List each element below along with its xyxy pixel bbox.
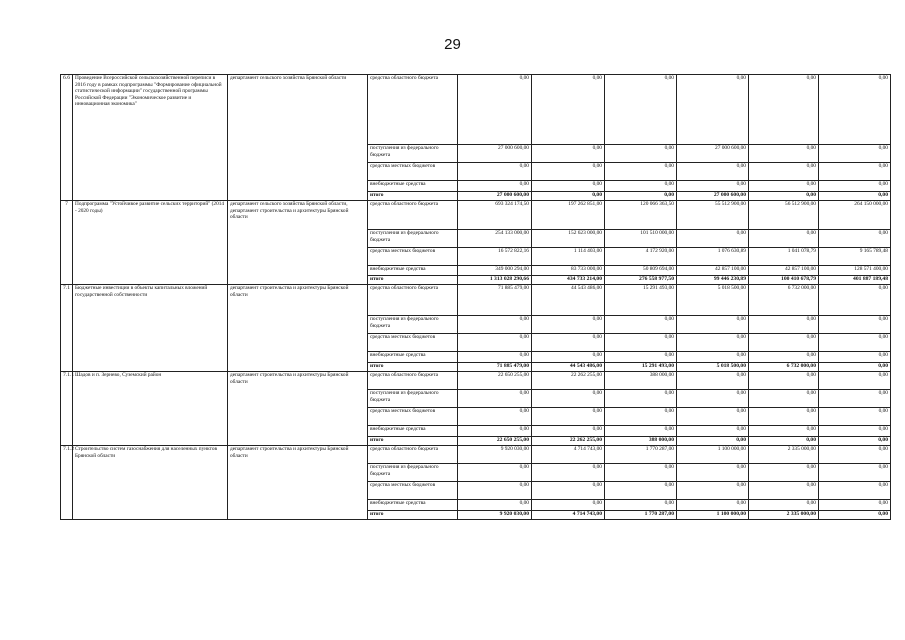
item-number: 7.1 [61, 285, 73, 372]
amount-cell: 55 512 900,00 [677, 201, 749, 230]
amount-cell: 0,00 [605, 464, 677, 482]
amount-cell: 0,00 [458, 352, 532, 363]
amount-cell: 0,00 [458, 500, 532, 511]
amount-cell: 0,00 [819, 316, 891, 334]
amount-cell: 0,00 [749, 390, 819, 408]
amount-cell: 50 809 694,00 [605, 266, 677, 276]
amount-cell: 16 572 822,16 [458, 248, 532, 266]
item-number: 7.1.2 [61, 446, 73, 520]
amount-cell: 56 512 900,00 [749, 201, 819, 230]
item-number: 6.6 [61, 75, 73, 201]
amount-cell: 0,00 [749, 334, 819, 352]
amount-cell: 0,00 [605, 145, 677, 163]
amount-cell: 5 018 500,00 [677, 363, 749, 372]
amount-cell: 1 313 028 290,66 [458, 276, 532, 285]
amount-cell: 0,00 [819, 464, 891, 482]
item-number: 7.1.1 [61, 372, 73, 446]
funding-source: итого [368, 511, 458, 520]
funding-source: внебюджетные средства [368, 426, 458, 437]
amount-cell: 0,00 [819, 181, 891, 192]
amount-cell: 0,00 [819, 437, 891, 446]
amount-cell: 0,00 [605, 500, 677, 511]
amount-cell: 5 018 500,00 [677, 285, 749, 316]
amount-cell: 0,00 [749, 75, 819, 145]
amount-cell: 0,00 [458, 334, 532, 352]
amount-cell: 0,00 [532, 352, 605, 363]
amount-cell: 22 262 255,00 [532, 372, 605, 390]
amount-cell: 0,00 [532, 192, 605, 201]
amount-cell: 27 000 600,00 [677, 192, 749, 201]
amount-cell: 120 066 363,50 [605, 201, 677, 230]
amount-cell: 0,00 [819, 408, 891, 426]
amount-cell: 71 885 479,00 [458, 363, 532, 372]
amount-cell: 0,00 [532, 316, 605, 334]
amount-cell: 0,00 [749, 163, 819, 181]
amount-cell: 0,00 [749, 426, 819, 437]
amount-cell: 22 650 255,00 [458, 437, 532, 446]
amount-cell: 22 262 255,00 [532, 437, 605, 446]
item-executor: департамент сельского хозяйства Брянской области, департамент строительства и архитектуры Брянской области [228, 201, 368, 285]
amount-cell: 0,00 [819, 511, 891, 520]
amount-cell: 27 000 600,00 [458, 192, 532, 201]
amount-cell: 0,00 [677, 464, 749, 482]
amount-cell: 0,00 [605, 181, 677, 192]
amount-cell: 0,00 [458, 408, 532, 426]
funding-source: итого [368, 276, 458, 285]
amount-cell: 0,00 [819, 363, 891, 372]
amount-cell: 0,00 [749, 464, 819, 482]
amount-cell: 0,00 [819, 352, 891, 363]
amount-cell: 27 000 600,00 [458, 145, 532, 163]
amount-cell: 2 335 000,00 [749, 446, 819, 464]
amount-cell: 0,00 [819, 285, 891, 316]
item-name: Бюджетные инвестиции в объекты капитальных вложений государственной собственности [73, 285, 228, 372]
table-row [61, 372, 891, 390]
funding-source: поступления из федерального бюджета [368, 464, 458, 482]
amount-cell: 0,00 [677, 163, 749, 181]
amount-cell: 0,00 [458, 464, 532, 482]
amount-cell: 0,00 [677, 334, 749, 352]
amount-cell: 0,00 [458, 75, 532, 145]
amount-cell: 9 920 030,00 [458, 511, 532, 520]
amount-cell: 0,00 [605, 352, 677, 363]
item-name: Подпрограмма "Устойчивое развитие сельских территорий" (2014 - 2020 годы) [73, 201, 228, 285]
amount-cell: 0,00 [819, 500, 891, 511]
amount-cell: 9 920 030,00 [458, 446, 532, 464]
funding-source: поступления из федерального бюджета [368, 316, 458, 334]
amount-cell: 44 543 486,00 [532, 363, 605, 372]
amount-cell: 0,00 [532, 181, 605, 192]
funding-source: средства местных бюджетов [368, 408, 458, 426]
funding-source: внебюджетные средства [368, 181, 458, 192]
amount-cell: 83 733 000,00 [532, 266, 605, 276]
amount-cell: 100 410 678,79 [749, 276, 819, 285]
amount-cell: 401 887 189,48 [819, 276, 891, 285]
budget-table [60, 74, 891, 520]
item-executor: департамент строительства и архитектуры Брянской области [228, 285, 368, 372]
amount-cell: 1 114 403,00 [532, 248, 605, 266]
amount-cell: 0,00 [677, 230, 749, 248]
funding-source: средства областного бюджета [368, 372, 458, 390]
funding-source: поступления из федерального бюджета [368, 230, 458, 248]
amount-cell: 388 000,00 [605, 437, 677, 446]
amount-cell: 0,00 [677, 482, 749, 500]
amount-cell: 0,00 [458, 181, 532, 192]
amount-cell: 0,00 [819, 163, 891, 181]
amount-cell: 197 262 851,00 [532, 201, 605, 230]
amount-cell: 15 291 493,00 [605, 363, 677, 372]
amount-cell: 0,00 [532, 163, 605, 181]
amount-cell: 0,00 [458, 316, 532, 334]
funding-source: средства местных бюджетов [368, 334, 458, 352]
amount-cell: 0,00 [532, 390, 605, 408]
amount-cell: 0,00 [819, 390, 891, 408]
amount-cell: 0,00 [532, 482, 605, 500]
amount-cell: 71 885 479,00 [458, 285, 532, 316]
amount-cell: 0,00 [749, 352, 819, 363]
amount-cell: 0,00 [605, 482, 677, 500]
funding-source: средства областного бюджета [368, 75, 458, 145]
funding-source: средства областного бюджета [368, 201, 458, 230]
amount-cell: 99 446 230,89 [677, 276, 749, 285]
funding-source: внебюджетные средства [368, 266, 458, 276]
amount-cell: 0,00 [819, 372, 891, 390]
item-number: 7 [61, 201, 73, 285]
amount-cell: 349 000 294,00 [458, 266, 532, 276]
amount-cell: 0,00 [749, 192, 819, 201]
amount-cell: 0,00 [819, 446, 891, 464]
amount-cell: 1 100 000,00 [677, 446, 749, 464]
amount-cell: 0,00 [749, 181, 819, 192]
amount-cell: 0,00 [605, 163, 677, 181]
amount-cell: 0,00 [677, 426, 749, 437]
item-name: Строительство систем газоснабжения для населенных пунктов Брянской области [73, 446, 228, 520]
amount-cell: 4 714 743,00 [532, 446, 605, 464]
funding-source: итого [368, 437, 458, 446]
item-name: Шадов и п. Зернево, Суземский район [73, 372, 228, 446]
amount-cell: 0,00 [677, 408, 749, 426]
amount-cell: 0,00 [532, 145, 605, 163]
funding-source: средства областного бюджета [368, 446, 458, 464]
amount-cell: 1 100 000,00 [677, 511, 749, 520]
amount-cell: 44 543 486,00 [532, 285, 605, 316]
amount-cell: 27 000 600,00 [677, 145, 749, 163]
amount-cell: 434 733 214,00 [532, 276, 605, 285]
amount-cell: 2 335 000,00 [749, 511, 819, 520]
amount-cell: 1 041 078,79 [749, 248, 819, 266]
amount-cell: 0,00 [532, 500, 605, 511]
amount-cell: 254 133 000,00 [458, 230, 532, 248]
amount-cell: 0,00 [677, 500, 749, 511]
amount-cell: 0,00 [532, 408, 605, 426]
amount-cell: 264 150 000,00 [819, 201, 891, 230]
amount-cell: 0,00 [605, 334, 677, 352]
amount-cell: 0,00 [677, 352, 749, 363]
amount-cell: 0,00 [819, 426, 891, 437]
amount-cell: 0,00 [605, 426, 677, 437]
amount-cell: 0,00 [677, 75, 749, 145]
funding-source: итого [368, 192, 458, 201]
amount-cell: 0,00 [532, 75, 605, 145]
amount-cell: 42 857 100,00 [749, 266, 819, 276]
amount-cell: 1 076 630,89 [677, 248, 749, 266]
amount-cell: 0,00 [605, 390, 677, 408]
amount-cell: 0,00 [749, 230, 819, 248]
item-executor: департамент строительства и архитектуры Брянской области [228, 372, 368, 446]
amount-cell: 0,00 [458, 163, 532, 181]
amount-cell: 0,00 [677, 181, 749, 192]
amount-cell: 0,00 [605, 408, 677, 426]
funding-source: средства местных бюджетов [368, 482, 458, 500]
amount-cell: 42 857 100,00 [677, 266, 749, 276]
amount-cell: 388 000,00 [605, 372, 677, 390]
amount-cell: 152 623 000,00 [532, 230, 605, 248]
amount-cell: 0,00 [749, 437, 819, 446]
item-executor: департамент сельского хозяйства Брянской области [228, 75, 368, 201]
amount-cell: 15 291 493,00 [605, 285, 677, 316]
page-number: 29 [444, 36, 461, 53]
item-executor: департамент строительства и архитектуры Брянской области [228, 446, 368, 520]
funding-source: внебюджетные средства [368, 500, 458, 511]
amount-cell: 0,00 [605, 192, 677, 201]
funding-source: средства местных бюджетов [368, 248, 458, 266]
amount-cell: 4 172 920,00 [605, 248, 677, 266]
amount-cell: 0,00 [677, 390, 749, 408]
amount-cell: 6 732 000,00 [749, 285, 819, 316]
amount-cell: 0,00 [819, 334, 891, 352]
amount-cell: 0,00 [677, 316, 749, 334]
amount-cell: 0,00 [532, 334, 605, 352]
amount-cell: 0,00 [605, 75, 677, 145]
funding-source: поступления из федерального бюджета [368, 390, 458, 408]
amount-cell: 22 650 255,00 [458, 372, 532, 390]
amount-cell: 0,00 [749, 482, 819, 500]
table-row [61, 75, 891, 145]
amount-cell: 0,00 [819, 230, 891, 248]
amount-cell: 101 510 000,00 [605, 230, 677, 248]
funding-source: средства местных бюджетов [368, 163, 458, 181]
amount-cell: 0,00 [605, 316, 677, 334]
amount-cell: 276 558 977,50 [605, 276, 677, 285]
amount-cell: 6 732 000,00 [749, 363, 819, 372]
amount-cell: 0,00 [819, 192, 891, 201]
amount-cell: 0,00 [749, 500, 819, 511]
amount-cell: 4 714 743,00 [532, 511, 605, 520]
table-row [61, 285, 891, 316]
amount-cell: 0,00 [749, 372, 819, 390]
amount-cell: 0,00 [532, 426, 605, 437]
funding-source: итого [368, 363, 458, 372]
budget-table-body [61, 75, 891, 520]
amount-cell: 0,00 [677, 372, 749, 390]
amount-cell: 693 324 174,50 [458, 201, 532, 230]
amount-cell: 0,00 [458, 426, 532, 437]
amount-cell: 128 571 400,00 [819, 266, 891, 276]
table-row [61, 201, 891, 230]
amount-cell: 9 165 789,48 [819, 248, 891, 266]
amount-cell: 0,00 [819, 75, 891, 145]
amount-cell: 0,00 [458, 482, 532, 500]
table-row [61, 446, 891, 464]
funding-source: поступления из федерального бюджета [368, 145, 458, 163]
funding-source: средства областного бюджета [368, 285, 458, 316]
amount-cell: 0,00 [677, 437, 749, 446]
amount-cell: 0,00 [749, 145, 819, 163]
amount-cell: 0,00 [749, 408, 819, 426]
amount-cell: 1 770 287,00 [605, 511, 677, 520]
amount-cell: 0,00 [749, 316, 819, 334]
funding-source: внебюджетные средства [368, 352, 458, 363]
amount-cell: 1 770 287,00 [605, 446, 677, 464]
amount-cell: 0,00 [532, 464, 605, 482]
amount-cell: 0,00 [819, 482, 891, 500]
amount-cell: 0,00 [819, 145, 891, 163]
item-name: Проведение Всероссийской сельскохозяйственной переписи в 2016 году в рамках подпрограммы "Формирование официальной статистической информации" государственной программы Российской Федерации "Экономическое развитие и инновационная экономика" [73, 75, 228, 201]
amount-cell: 0,00 [458, 390, 532, 408]
